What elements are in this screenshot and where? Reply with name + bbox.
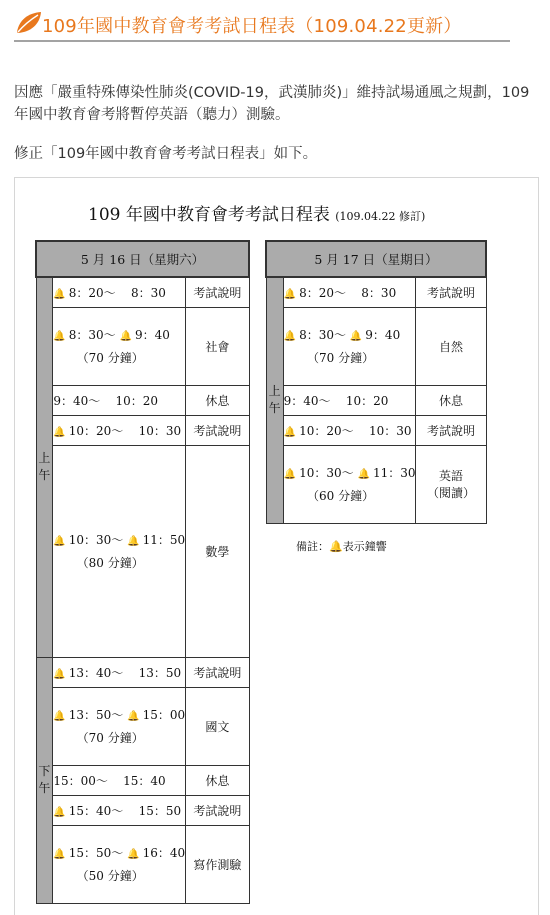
intro-line-1: 因應「嚴重特殊傳染性肺炎(COVID-19，武漢肺炎)」維持試場通風之規劃，109 — [14, 85, 530, 101]
activity: 考試說明 — [186, 415, 249, 445]
intro-line-3: 修正「109年國中教育會考考試日程表」如下。 — [14, 146, 318, 162]
intro-line-2: 年國中教育會考將暫停英語（聽力）測驗。 — [14, 107, 290, 123]
day1-schedule-table — [35, 240, 250, 904]
schedule-row — [36, 687, 249, 765]
bell-icon: 🔔 — [53, 536, 66, 547]
start-time: 10：20～ — [68, 423, 124, 438]
time-cell — [53, 277, 186, 307]
schedule-row — [36, 415, 249, 445]
bell-icon: 🔔 — [53, 849, 66, 860]
schedule-row — [266, 385, 486, 415]
time-range — [284, 466, 416, 480]
time-cell — [53, 445, 186, 657]
time-range — [284, 286, 397, 300]
start-time: 13：50～ — [68, 708, 124, 722]
duration: （70 分鐘） — [307, 351, 375, 365]
bell-icon: 🔔 — [127, 849, 140, 860]
schedule-row — [36, 277, 249, 307]
time-cell — [53, 765, 186, 795]
start-time: 13：40～ — [68, 665, 124, 680]
day-heading: 5 月 17 日（星期日） — [266, 241, 486, 277]
end-time: 15：00 — [142, 708, 186, 722]
time-cell — [283, 385, 416, 415]
bell-icon: 🔔 — [349, 331, 363, 342]
end-time: 11：30 — [372, 466, 416, 480]
bell-icon: 🔔 — [53, 711, 66, 722]
duration: （80 分鐘） — [76, 556, 144, 570]
start-time: 10：30～ — [68, 533, 124, 547]
period-label: 上 午 — [36, 277, 53, 657]
end-time: 15：50 — [138, 803, 182, 818]
bell-icon: 🔔 — [283, 288, 297, 300]
bell-icon: 🔔 — [53, 331, 66, 342]
time-range — [53, 804, 181, 818]
activity: 休息 — [186, 385, 249, 415]
time-range — [53, 424, 181, 438]
day-header-row — [266, 241, 486, 277]
time-range — [53, 846, 185, 860]
schedule-row — [36, 385, 249, 415]
time-cell — [53, 825, 186, 903]
bell-icon: 🔔 — [283, 469, 297, 480]
end-time: 8：30 — [361, 285, 397, 300]
day-heading: 5 月 16 日（星期六） — [36, 241, 249, 277]
end-time: 16：40 — [142, 846, 186, 860]
activity: 考試說明 — [186, 277, 249, 307]
activity: 英語 （閱讀） — [416, 445, 486, 523]
time-cell — [53, 795, 186, 825]
time-cell — [53, 385, 186, 415]
activity: 考試說明 — [186, 657, 249, 687]
duration: （70 分鐘） — [76, 731, 144, 745]
article-header — [14, 6, 510, 42]
time-range — [53, 533, 185, 547]
schedule-row — [36, 765, 249, 795]
schedule-row — [266, 445, 486, 523]
time-cell — [53, 307, 186, 385]
bell-icon: 🔔 — [283, 426, 297, 438]
start-time: 15：50～ — [68, 846, 124, 860]
end-time: 8：30 — [130, 285, 166, 300]
page-title: 109年國中教育會考考試日程表（109.04.22更新） — [42, 16, 462, 37]
schedule-row — [266, 277, 486, 307]
bell-icon: 🔔 — [119, 331, 132, 342]
end-time: 10：30 — [368, 423, 412, 438]
period-label: 下 午 — [36, 657, 53, 903]
start-time: 10：20～ — [299, 423, 354, 438]
leaf-icon — [14, 10, 44, 36]
bell-note: 備註：🔔表示鐘響 — [296, 540, 387, 553]
intro-paragraph — [14, 82, 544, 126]
time-range — [53, 774, 165, 788]
end-time: 13：50 — [138, 665, 182, 680]
activity: 休息 — [416, 385, 486, 415]
start-time: 8：30～ — [68, 328, 116, 342]
day-header-row — [36, 241, 249, 277]
start-time: 9：40～ — [53, 393, 101, 408]
bell-icon: 🔔 — [357, 469, 370, 480]
time-range — [284, 394, 389, 408]
end-time: 9：40 — [365, 328, 401, 342]
duration: （70 分鐘） — [76, 351, 144, 365]
start-time: 9：40～ — [283, 393, 331, 408]
start-time: 8：30～ — [299, 328, 347, 342]
time-range — [284, 424, 412, 438]
duration: （60 分鐘） — [307, 489, 375, 503]
start-time: 8：20～ — [299, 285, 347, 300]
activity: 數學 — [186, 445, 249, 657]
schedule-title — [88, 200, 425, 225]
time-range — [53, 394, 158, 408]
activity: 社會 — [186, 307, 249, 385]
time-range — [53, 708, 185, 722]
end-time: 15：40 — [123, 773, 166, 788]
schedule-row — [36, 657, 249, 687]
start-time: 8：20～ — [68, 285, 116, 300]
start-time: 15：00～ — [53, 773, 108, 788]
time-range — [53, 666, 181, 680]
start-time: 10：30～ — [299, 466, 354, 480]
time-cell — [53, 415, 186, 445]
bell-icon: 🔔 — [283, 331, 297, 342]
end-time: 10：20 — [115, 393, 159, 408]
bell-icon: 🔔 — [53, 426, 66, 438]
bell-icon: 🔔 — [53, 668, 66, 680]
activity: 考試說明 — [416, 277, 486, 307]
activity: 休息 — [186, 765, 249, 795]
period-label: 上 午 — [266, 277, 283, 523]
time-cell — [283, 415, 416, 445]
bell-icon: 🔔 — [53, 806, 66, 818]
bell-icon: 🔔 — [53, 288, 66, 300]
schedule-row — [36, 795, 249, 825]
end-time: 9：40 — [134, 328, 170, 342]
bell-icon: 🔔 — [127, 711, 140, 722]
schedule-row — [36, 445, 249, 657]
activity: 自然 — [416, 307, 486, 385]
time-range — [53, 286, 166, 300]
schedule-row — [266, 307, 486, 385]
time-range — [284, 328, 401, 342]
time-cell — [283, 277, 416, 307]
schedule-row — [266, 415, 486, 445]
activity: 國文 — [186, 687, 249, 765]
activity: 考試說明 — [186, 795, 249, 825]
schedule-row — [36, 307, 249, 385]
end-time: 10：20 — [345, 393, 389, 408]
start-time: 15：40～ — [68, 803, 124, 818]
duration: （50 分鐘） — [76, 869, 144, 883]
time-cell — [53, 657, 186, 687]
end-time: 10：30 — [138, 423, 182, 438]
end-time: 11：50 — [142, 533, 186, 547]
time-cell — [283, 445, 416, 523]
schedule-row — [36, 825, 249, 903]
bell-icon: 🔔 — [127, 536, 140, 547]
time-range — [53, 328, 170, 342]
schedule-revision: (109.04.22 修訂) — [335, 210, 426, 223]
time-cell — [283, 307, 416, 385]
day2-schedule-table — [265, 240, 487, 524]
schedule-title-text: 109 年國中教育會考考試日程表 — [88, 205, 330, 225]
activity: 考試說明 — [416, 415, 486, 445]
time-cell — [53, 687, 186, 765]
activity: 寫作測驗 — [186, 825, 249, 903]
